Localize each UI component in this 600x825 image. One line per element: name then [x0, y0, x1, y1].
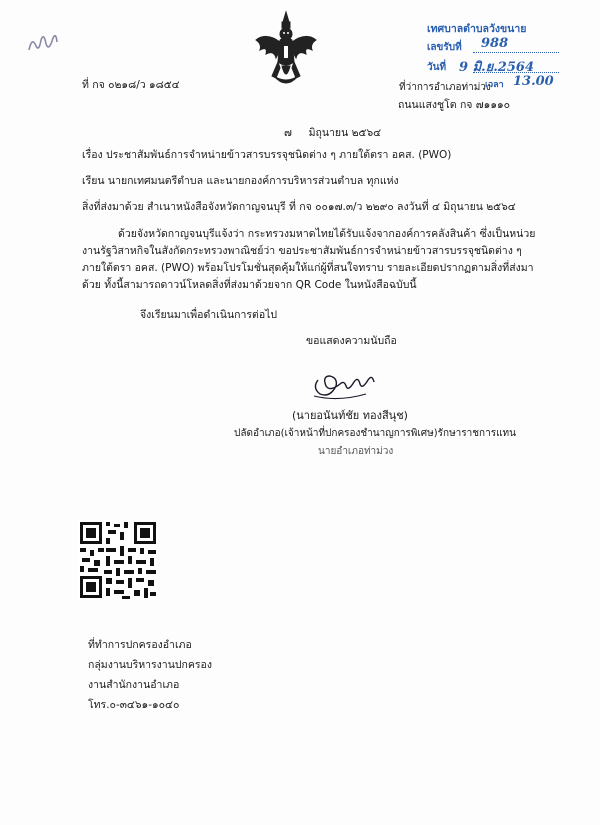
receipt-stamp — [399, 18, 561, 98]
signer-name: (นายอนันท์ชัย ทองสีนุช) — [292, 409, 408, 422]
footer-line-3: งานสำนักงานอำเภอ — [88, 679, 180, 691]
stamp-time-label: เวลา — [485, 80, 504, 90]
document-number: ที่ กจ ๐๒๑๘/ว ๑๘๕๔ — [82, 79, 180, 91]
signer-position-2: นายอำเภอท่าม่วง — [318, 446, 394, 457]
stamp-date-label: วันที่ — [427, 62, 447, 73]
footer-line-1: ที่ทำการปกครองอำเภอ — [88, 639, 192, 651]
margin-initials-mark — [26, 28, 60, 56]
body-paragraph-1: ด้วยจังหวัดกาญจนบุรีแจ้งว่า กระทรวงมหาดไทยได้รับแจ้งจากองค์การคลังสินค้า ซึ่งเป็นหน่วยงานรัฐวิสาหกิจในสังกัดกระทรวงพาณิชย์ว่า ขอประชาสัมพันธ์การจำหน่ายข้าวสารบรรจุชนิดต่าง ๆ ภายใต้ตรา อคส. (PWO) พร้อมโปรโมชั่นสุดคุ้มให้แก่ผู้ที่สนใจทราบ รายละเอียดปรากฏตามสิ่งที่ส่งมาด้วย ทั้งนี้สามารถดาวน์โหลดสิ่งที่ส่งมาด้วยจาก QR Code ในหนังสือฉบับนี้ — [82, 228, 536, 291]
stamp-receipt-label: เลขรับที่ — [427, 42, 462, 53]
footer-phone: โทร.๐-๓๔๖๑-๑๐๔๐ — [88, 699, 180, 711]
stamp-receipt-number: 988 — [481, 36, 509, 51]
stamp-org: เทศบาลตำบลวังขนาย — [427, 23, 527, 35]
office-line-1: ที่ว่าการอำเภอท่าม่วง — [399, 82, 491, 93]
qr-code-icon[interactable] — [78, 520, 158, 600]
office-line-2: ถนนแสงชูโต กจ ๗๑๑๑๐ — [398, 99, 511, 111]
body-paragraph-2: จึงเรียนมาเพื่อดำเนินการต่อไป — [140, 309, 278, 321]
recipient-line: เรียน นายกเทศมนตรีตำบล และนายกองค์การบริหารส่วนตำบล ทุกแห่ง — [82, 175, 399, 187]
handwritten-signature — [308, 362, 382, 404]
attachment-line: สิ่งที่ส่งมาด้วย สำเนาหนังสือจังหวัดกาญจนบุรี ที่ กจ ๐๐๑๗.๓/ว ๒๒๙๐ ลงวันที่ ๔ มิถุนายน ๒๕๖๔ — [82, 201, 516, 213]
footer-line-2: กลุ่มงานบริหารงานปกครอง — [88, 659, 212, 671]
signer-position-1: ปลัดอำเภอ(เจ้าหน้าที่ปกครองชำนาญการพิเศษ)รักษาราชการแทน — [234, 428, 516, 439]
letter-date: ๗ มิถุนายน ๒๕๖๔ — [284, 127, 382, 139]
stamp-time-value: 13.00 — [513, 74, 554, 89]
subject-line: เรื่อง ประชาสัมพันธ์การจำหน่ายข้าวสารบรรจุชนิดต่าง ๆ ภายใต้ตรา อคส. (PWO) — [82, 149, 452, 161]
closing-text: ขอแสดงความนับถือ — [306, 335, 397, 347]
garuda-emblem-icon — [254, 10, 318, 92]
stamp-date-value: 9 มิ.ย.2564 — [459, 60, 534, 75]
